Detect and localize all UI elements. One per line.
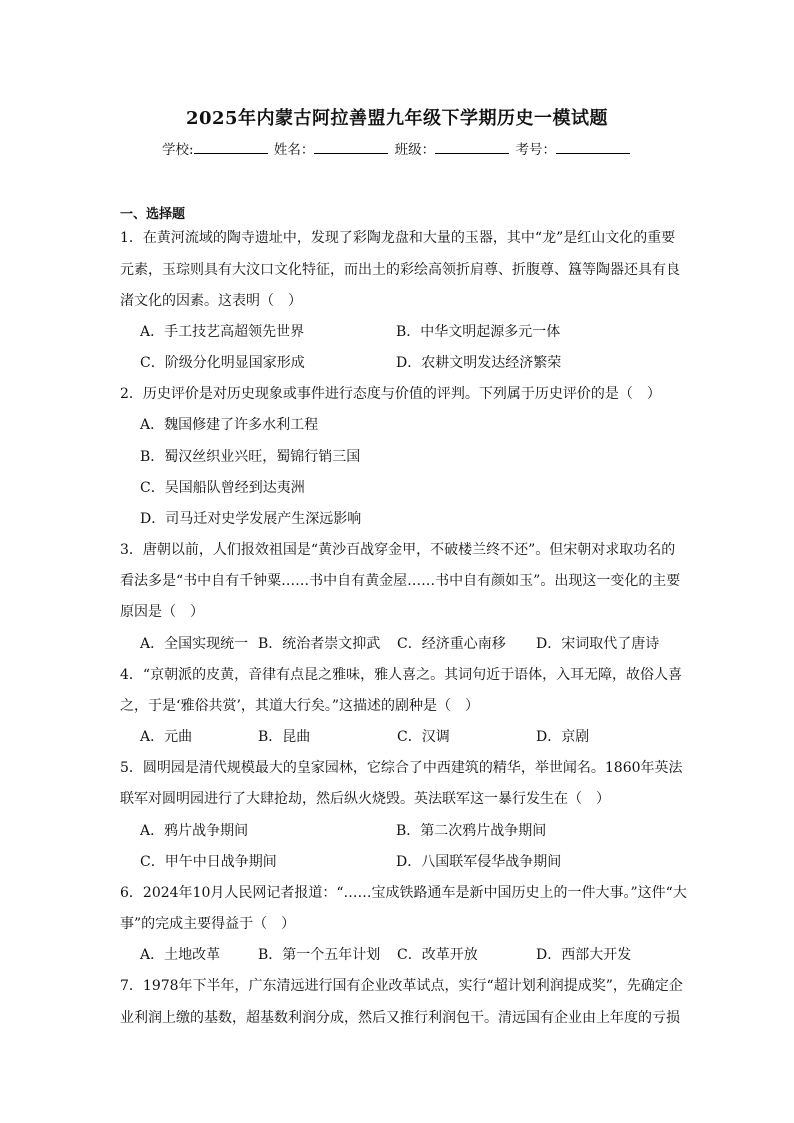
q2-option-c[interactable]: C．吴国船队曾经到达夷洲 <box>140 480 305 496</box>
q6-option-a[interactable]: A．土地改革 <box>140 947 221 963</box>
q7-stem-line-1: 7．1978年下半年，广东清远进行国有企业改革试点，实行“超计划利润提成奖”，先确定企 <box>120 978 683 994</box>
q4-option-c[interactable]: C．汉调 <box>397 729 450 745</box>
school-label: 学校: <box>162 142 194 158</box>
q4-stem-line-1: 4．“京朝派的皮黄，音律有点昆之雅味，雅人喜之。其词句近于语体，入耳无障，故俗人喜 <box>120 667 683 683</box>
q1-option-a[interactable]: A．手工技艺高超领先世界 <box>140 324 305 340</box>
school-blank[interactable] <box>194 141 268 154</box>
class-label: 班级： <box>394 142 436 158</box>
page-title: 2025年内蒙古阿拉善盟九年级下学期历史一模试题 <box>185 108 609 129</box>
q6-option-b[interactable]: B．第一个五年计划 <box>258 947 381 963</box>
q6-stem-line-1: 6．2024年10月人民网记者报道：“……宝成铁路通车是新中国历史上的一件大事。”这件“大 <box>120 885 687 901</box>
q1-stem-line-2: 元素，玉琮则具有大汶口文化特征，而出土的彩绘高领折肩尊、折腹尊、簋等陶器还具有良 <box>120 262 680 278</box>
q2-stem-line-1: 2．历史评价是对历史现象或事件进行态度与价值的评判。下列属于历史评价的是（ ） <box>120 386 661 402</box>
class-blank[interactable] <box>435 141 509 154</box>
q4-stem-line-2: 之，于是‘雅俗共赏’，其道大行矣。”这描述的剧种是（ ） <box>120 698 480 714</box>
q1-stem-line-3: 渚文化的因素。这表明（ ） <box>120 293 302 309</box>
exam-number-blank[interactable] <box>556 141 630 154</box>
q1-option-c[interactable]: C．阶级分化明显国家形成 <box>140 355 305 371</box>
q5-option-a[interactable]: A．鸦片战争期间 <box>140 823 249 839</box>
q1-option-d[interactable]: D．农耕文明发达经济繁荣 <box>396 355 562 371</box>
q5-option-d[interactable]: D．八国联军侵华战争期间 <box>396 854 562 870</box>
q1-option-b[interactable]: B．中华文明起源多元一体 <box>396 324 561 340</box>
q6-option-d[interactable]: D．西部大开发 <box>536 947 632 963</box>
student-info-row <box>0 138 794 158</box>
q5-option-b[interactable]: B．第二次鸦片战争期间 <box>396 823 547 839</box>
q3-option-d[interactable]: D．宋词取代了唐诗 <box>536 636 660 652</box>
q6-option-c[interactable]: C．改革开放 <box>397 947 478 963</box>
q3-option-a[interactable]: A．全国实现统一 <box>140 636 249 652</box>
exam-number-label: 考号： <box>515 142 556 158</box>
q2-option-b[interactable]: B．蜀汉丝织业兴旺，蜀锦行销三国 <box>140 449 361 465</box>
q5-option-c[interactable]: C．甲午中日战争期间 <box>140 854 277 870</box>
q3-stem-line-1: 3．唐朝以前，人们报效祖国是“黄沙百战穿金甲，不破楼兰终不还”。但宋朝对求取功名的 <box>120 542 676 558</box>
q3-option-b[interactable]: B．统治者崇文抑武 <box>258 636 381 652</box>
q3-stem-line-3: 原因是（ ） <box>120 604 204 620</box>
section-heading: 一、选择题 <box>120 207 186 222</box>
q6-stem-line-2: 事”的完成主要得益于（ ） <box>120 916 296 932</box>
q4-option-d[interactable]: D．京剧 <box>536 729 590 745</box>
q7-stem-line-2: 业利润上缴的基数，超基数利润分成，然后又推行利润包干。清远国有企业由上年度的亏损 <box>120 1010 680 1026</box>
q2-option-a[interactable]: A．魏国修建了许多水利工程 <box>140 417 319 433</box>
q5-stem-line-2: 联军对圆明园进行了大肆抢劫，然后纵火烧毁。英法联军这一暴行发生在（ ） <box>120 791 610 807</box>
q4-option-a[interactable]: A．元曲 <box>140 729 193 745</box>
q3-option-c[interactable]: C．经济重心南移 <box>397 636 506 652</box>
q1-stem-line-1: 1．在黄河流域的陶寺遗址中，发现了彩陶龙盘和大量的玉器，其中“龙”是红山文化的重要 <box>120 230 676 246</box>
q2-option-d[interactable]: D．司马迁对史学发展产生深远影响 <box>140 511 362 527</box>
name-label: 姓名： <box>273 142 315 158</box>
q5-stem-line-1: 5．圆明园是清代规模最大的皇家园林，它综合了中西建筑的精华，举世闻名。1860年英法 <box>120 760 683 776</box>
q3-stem-line-2: 看法多是“书中自有千钟粟……书中自有黄金屋……书中自有颜如玉”。出现这一变化的主要 <box>120 573 681 589</box>
q4-option-b[interactable]: B．昆曲 <box>258 729 311 745</box>
name-blank[interactable] <box>314 141 388 154</box>
